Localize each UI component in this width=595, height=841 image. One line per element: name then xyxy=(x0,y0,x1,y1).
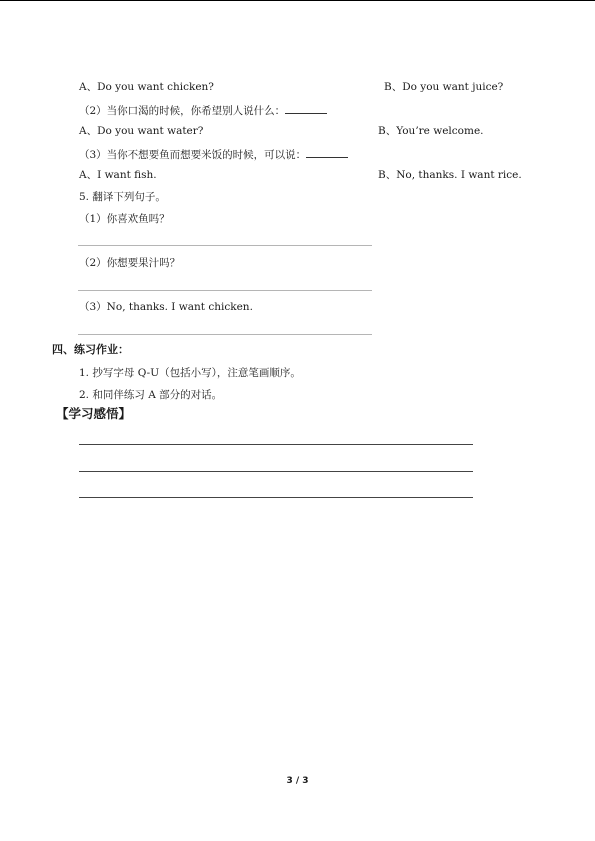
homework-item-2: 2. 和同伴练习 A 部分的对话。 xyxy=(79,389,223,401)
answer-line[interactable] xyxy=(78,245,372,246)
reflection-title: 【学习感悟】 xyxy=(56,406,132,421)
q4-2-option-a: A、Do you want water? xyxy=(79,125,204,137)
q5-item-1: （1）你喜欢鱼吗？ xyxy=(79,213,170,225)
q4-2-option-b: B、You’re welcome. xyxy=(378,125,484,137)
q5-item-3: （3）No, thanks. I want chicken. xyxy=(79,301,253,313)
q4-1-option-b: B、Do you want juice? xyxy=(384,81,504,93)
page-number: 3 / 3 xyxy=(286,776,309,786)
q4-3-prompt xyxy=(79,146,348,162)
answer-line[interactable] xyxy=(78,334,372,335)
q5-item-2: （2）你想要果汁吗？ xyxy=(79,257,181,269)
q4-3-prompt-text: （3）当你不想要鱼而想要米饭的时候，可以说： xyxy=(79,149,307,161)
answer-blank[interactable] xyxy=(285,102,327,114)
page-top-border xyxy=(0,0,595,1)
writing-line[interactable] xyxy=(79,471,473,472)
homework-title: 四、练习作业： xyxy=(52,343,129,356)
homework-item-1: 1. 抄写字母 Q-U（包括小写），注意笔画顺序。 xyxy=(79,367,301,379)
q5-title: 5. 翻译下列句子。 xyxy=(79,191,166,203)
q4-3-option-a: A、I want fish. xyxy=(79,169,157,181)
writing-line[interactable] xyxy=(79,444,473,445)
q4-3-option-b: B、No, thanks. I want rice. xyxy=(378,169,522,181)
q4-2-prompt xyxy=(79,102,327,118)
answer-line[interactable] xyxy=(78,290,372,291)
q4-1-option-a: A、Do you want chicken? xyxy=(79,81,214,93)
writing-line[interactable] xyxy=(79,497,473,498)
answer-blank[interactable] xyxy=(306,146,348,158)
q4-2-prompt-text: （2）当你口渴的时候，你希望别人说什么： xyxy=(79,105,286,117)
